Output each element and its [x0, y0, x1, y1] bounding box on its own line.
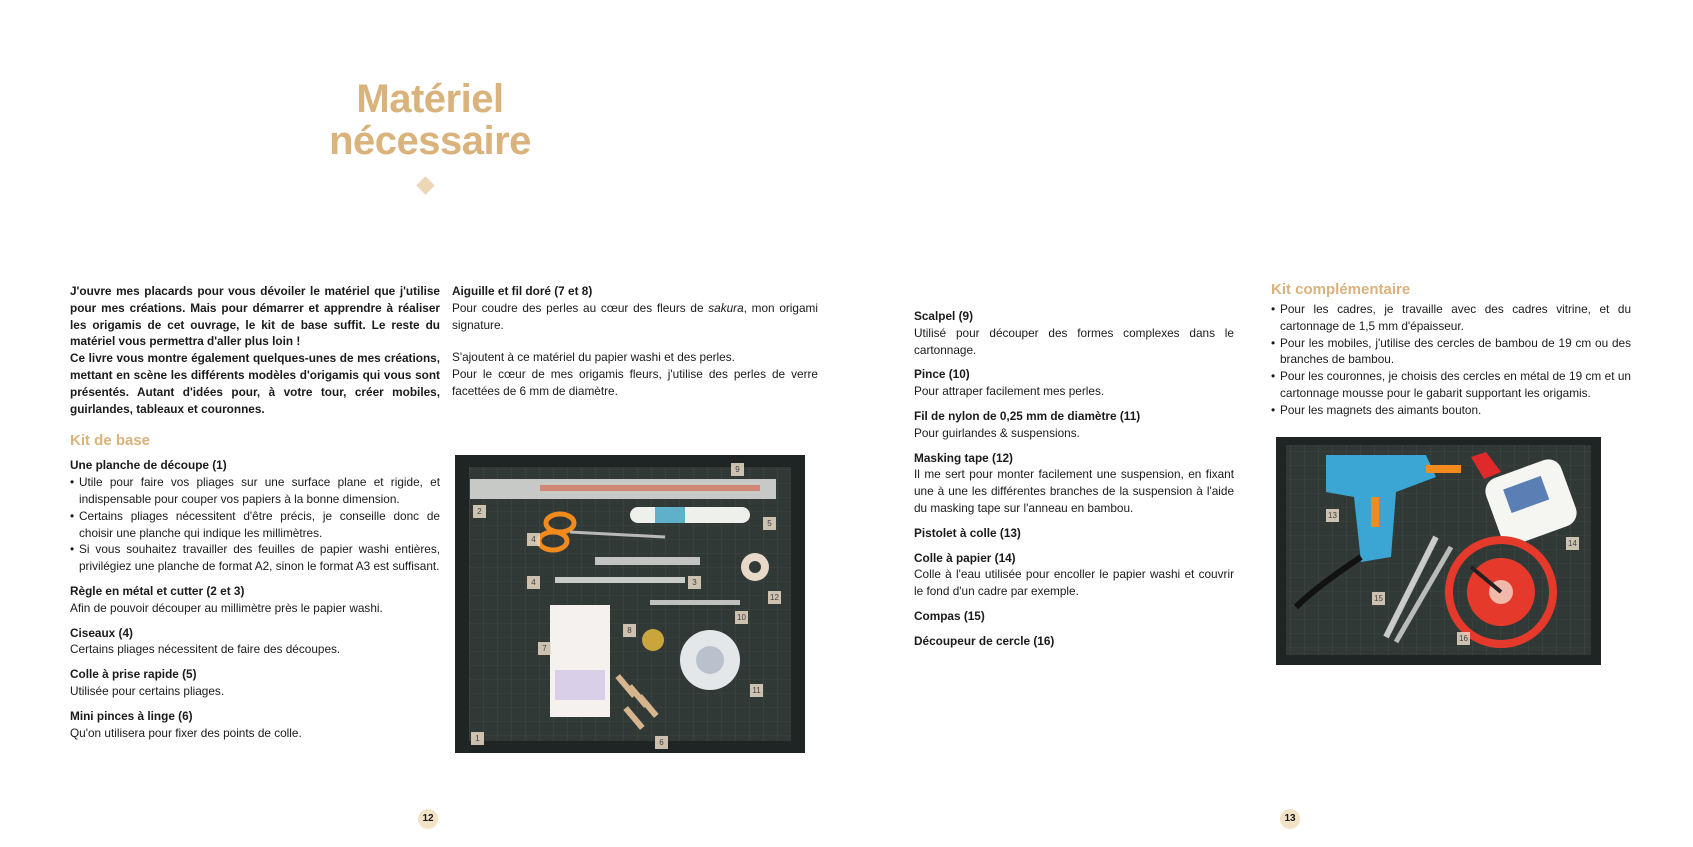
item-title: Masking tape (12): [914, 450, 1013, 465]
item-title: Une planche de découpe (1): [70, 458, 227, 473]
glue-pen-shape: [630, 507, 750, 523]
photo-label: 1: [471, 732, 484, 745]
kit-complementaire-column: [1271, 280, 1631, 419]
item-title: Scalpel (9): [914, 309, 974, 323]
item-desc: Utilisée pour certains pliages.: [70, 683, 225, 698]
kit-base-heading: Kit de base: [70, 432, 151, 450]
item-desc: Certains pliages nécessitent de faire des découpes.: [70, 642, 341, 657]
bullet: • Certains pliages nécessitent d'être précis, je conseille donc de choisir une planche qui indique les millimètres.: [70, 508, 440, 542]
photo-label: 4: [527, 576, 540, 589]
item-masking-tape: [914, 450, 1234, 517]
item-title: Pince (10): [914, 367, 970, 382]
item-scalpel: [914, 308, 1234, 358]
intro-paragraph-2: Ce livre vous montre également quelques-unes de mes créations, mettant en scène les différents modèles d'origamis qui vous sont présentés. Autant d'idées pour, à votre tour, créer mobiles, guirlandes, tableaux et couronnes.: [70, 351, 440, 416]
right-page: [846, 0, 1693, 847]
title-line-2: nécessaire: [329, 119, 531, 163]
desc-text: Pour coudre des perles au cœur des fleurs de: [452, 300, 709, 315]
photo-label: 7: [538, 642, 551, 655]
item-desc: Pour attraper facilement mes perles.: [914, 384, 1105, 399]
photo-label: 16: [1457, 632, 1470, 645]
photo-label: 8: [623, 624, 636, 637]
item-glue-gun: [914, 525, 1234, 542]
para-beads: Pour le cœur de mes origamis fleurs, j'utilise des perles de verre facettées de 6 mm de diamètre.: [452, 367, 818, 398]
item-desc: Afin de pouvoir découper au millimètre près le papier washi.: [70, 600, 383, 615]
bullet: • Utile pour faire vos pliages sur une surface plane et rigide, et indispensable pour couper vos papiers à la bonne dimension.: [70, 474, 440, 508]
bullet: • Pour les mobiles, j'utilise des cercles de bambou de 19 cm ou des branches de bambou.: [1271, 335, 1631, 369]
photo-label: 10: [735, 611, 748, 624]
kit-comp-bullets: [1271, 301, 1631, 419]
kit-base-photo: [455, 455, 805, 753]
item-nylon: [914, 408, 1234, 442]
page-number: 12: [418, 809, 438, 829]
item-desc: Utilisé pour découper des formes complexes dans le cartonnage.: [914, 325, 1234, 357]
photo-label: 15: [1372, 592, 1385, 605]
item-title: Règle en métal et cutter (2 et 3): [70, 583, 245, 598]
item-pince: [914, 366, 1234, 400]
diamond-ornament-icon: [416, 176, 434, 194]
left-column: [70, 283, 440, 749]
kit-comp-photo: [1276, 437, 1601, 665]
item-desc: Colle à l'eau utilisée pour encoller le papier washi et couvrir le fond d'un cadre par exemple.: [914, 567, 1234, 599]
photo-illustration: [1276, 437, 1601, 665]
right-column: [452, 283, 818, 400]
kit-comp-heading: Kit complémentaire: [1271, 281, 1411, 298]
gold-thread-shape: [642, 629, 664, 651]
item-bullets: [70, 474, 440, 575]
page-number: 13: [1280, 809, 1300, 829]
item-clothespins: [70, 708, 440, 742]
item-title: Colle à prise rapide (5): [70, 667, 197, 682]
intro-paragraph-1: J'ouvre mes placards pour vous dévoiler le matériel que j'utilise pour mes créations. Mais pour démarrer et apprendre à réaliser les origamis de cet ouvrage, le kit de base suffit. Le reste du matériel vous permettra d'aller plus loin !: [70, 284, 440, 349]
photo-label: 6: [655, 736, 668, 749]
photo-label: 4: [527, 533, 540, 546]
bullet: • Pour les couronnes, je choisis des cercles en métal de 19 cm et un cartonnage mousse pour le gabarit supportant les origamis.: [1271, 368, 1631, 402]
photo-label: 14: [1566, 537, 1579, 550]
item-ruler-cutter: [70, 583, 440, 617]
photo-label: 3: [688, 576, 701, 589]
item-circle-cutter: [914, 633, 1234, 650]
needle-pack-shape: [550, 605, 610, 717]
item-title: Aiguille et fil doré (7 et 8): [452, 284, 593, 298]
bullet: • Si vous souhaitez travailler des feuilles de papier washi entières, privilégiez une planche de format A2, sinon le format A3 est suffisant.: [70, 541, 440, 575]
item-desc: Qu'on utilisera pour fixer des points de colle.: [70, 725, 302, 740]
item-glue: [70, 666, 440, 700]
item-title: Compas (15): [914, 608, 985, 623]
photo-label: 12: [768, 591, 781, 604]
photo-label: 5: [763, 517, 776, 530]
item-title: Fil de nylon de 0,25 mm de diamètre (11): [914, 408, 1141, 423]
item-cutting-mat: [70, 457, 440, 575]
item-title: Mini pinces à linge (6): [70, 708, 193, 723]
bullet: • Pour les cadres, je travaille avec des cadres vitrine, et du cartonnage de 1,5 mm d'épaisseur.: [1271, 301, 1631, 335]
left-page: [0, 0, 846, 847]
photo-label: 2: [473, 505, 486, 518]
bullet: • Pour les magnets des aimants bouton.: [1271, 402, 1631, 419]
item-paper-glue: [914, 550, 1234, 600]
item-desc: [452, 300, 818, 334]
photo-illustration: [455, 455, 805, 753]
item-desc: Il me sert pour monter facilement une suspension, en fixant une à une les différentes branches de la suspension à l'aide du masking tape sur l'anneau en bambou.: [914, 467, 1234, 515]
photo-label: 9: [731, 463, 744, 476]
para-washi: S'ajoutent à ce matériel du papier washi et des perles.: [452, 350, 735, 365]
item-title: Découpeur de cercle (16): [914, 633, 1055, 648]
photo-label: 13: [1326, 509, 1339, 522]
desc-text: , mon origami signature.: [452, 300, 818, 332]
cutter-shape: [595, 557, 700, 565]
photo-label: 11: [750, 684, 763, 697]
item-compass: [914, 608, 1234, 625]
item-scissors: [70, 625, 440, 659]
materials-column: [914, 308, 1234, 658]
item-title: Ciseaux (4): [70, 625, 133, 640]
page-title: [300, 78, 560, 162]
title-line-1: Matériel: [356, 77, 504, 121]
item-desc: Pour guirlandes & suspensions.: [914, 425, 1080, 440]
item-title: Pistolet à colle (13): [914, 525, 1021, 540]
item-title: Colle à papier (14): [914, 550, 1016, 565]
intro-text: [70, 283, 440, 417]
desc-emphasis: sakura: [708, 300, 744, 315]
